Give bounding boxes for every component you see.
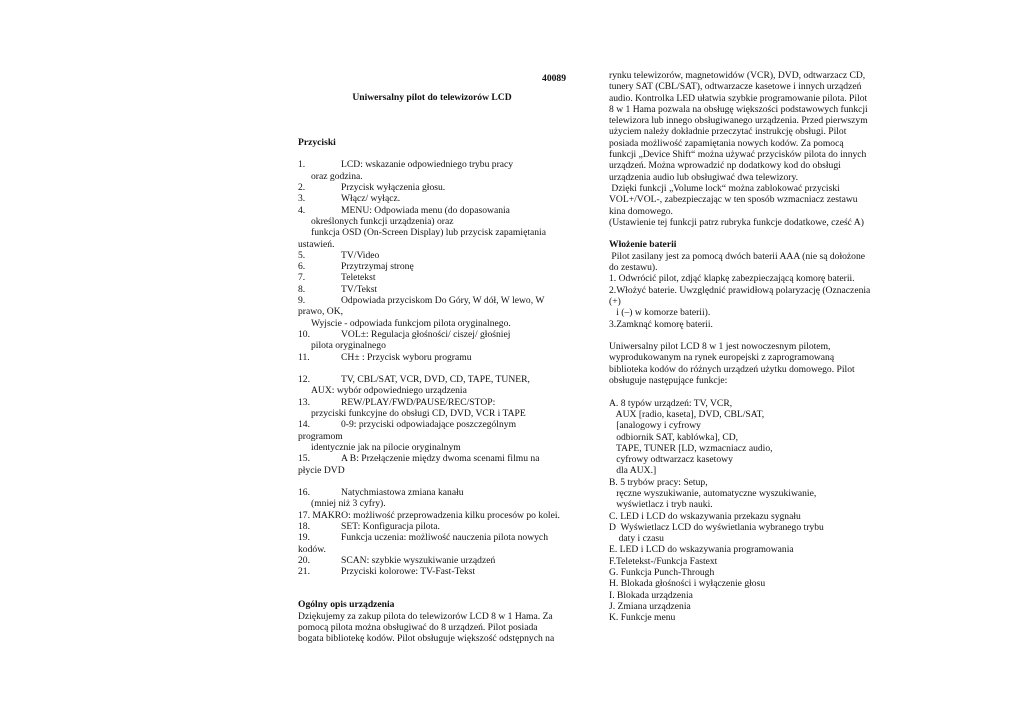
item-continuation: przyciski funkcyjne do obsługi CD, DVD, VCR i TAPE bbox=[311, 408, 526, 420]
text-line: funkcji „Device Shift“ można używać przycisków pilota do innych bbox=[609, 149, 867, 161]
item-number: 1. bbox=[298, 159, 306, 171]
text-line: do zestawu). bbox=[609, 262, 658, 274]
text-line: tunery SAT (CBL/SAT), odtwarzacze kasetowe i innych urządzeń bbox=[609, 81, 862, 93]
button-item bbox=[298, 397, 566, 408]
item-text: CH± : Przycisk wyboru programu bbox=[341, 351, 472, 363]
document-title: Uniwersalny pilot do telewizorów LCD bbox=[352, 92, 512, 104]
function-item: E. LED i LCD do wskazywania programowania bbox=[609, 544, 794, 556]
item-text: MENU: Odpowiada menu (do dopasowania bbox=[341, 204, 510, 216]
item-wrap: kodów. bbox=[298, 543, 326, 555]
text-line: pomocą pilota można obsługiwać do 8 urządzeń. Pilot posiada bbox=[298, 622, 538, 634]
item-text: LCD: wskazanie odpowiedniego trybu pracy bbox=[341, 159, 514, 171]
text-line: i (–) w komorze baterii). bbox=[609, 307, 711, 319]
text-line: urządzeń. Można wprowadzić np dodatkowy kod do obsługi bbox=[609, 160, 841, 172]
button-item bbox=[298, 352, 566, 363]
item-text: VOL±: Regulacja głośności/ ciszej/ głośniej bbox=[341, 328, 511, 340]
function-item: I. Blokada urządzenia bbox=[609, 589, 693, 601]
general-description bbox=[298, 611, 566, 645]
buttons-heading: Przyciski bbox=[298, 136, 336, 148]
item-number: 6. bbox=[298, 261, 306, 273]
universal-paragraph bbox=[609, 341, 881, 386]
button-item bbox=[298, 532, 566, 543]
text-line: Dziękujemy za zakup pilota do telewizorów LCD 8 w 1 Hama. Za bbox=[298, 610, 553, 622]
button-item bbox=[298, 295, 566, 306]
item-text: SET: Konfiguracja pilota. bbox=[341, 520, 440, 532]
item-number: 5. bbox=[298, 249, 306, 261]
button-item bbox=[298, 566, 566, 577]
item-text: A B: Przełączenie między dwoma scenami filmu na bbox=[341, 453, 540, 465]
item-text: 0-9: przyciski odpowiadające poszczególnym bbox=[341, 419, 517, 431]
button-item bbox=[298, 272, 566, 283]
item-continuation: określonych funkcji urządzenia) oraz bbox=[311, 215, 454, 227]
text-line: Uniwersalny pilot LCD 8 w 1 jest nowoczesnym pilotem, bbox=[609, 341, 831, 353]
text-line: (+) bbox=[609, 295, 621, 307]
button-item bbox=[298, 159, 566, 170]
button-item bbox=[298, 374, 566, 385]
item-number: 15. bbox=[298, 453, 310, 465]
text-line: VOL+/VOL-, zabezpieczając w ten sposób wzmacniacz zestawu bbox=[609, 194, 858, 206]
item-number: 12. bbox=[298, 374, 310, 386]
text-line: urządzenia audio lub obsługiwać dwa telewizory. bbox=[609, 171, 799, 183]
battery-instructions bbox=[609, 251, 881, 330]
item-number: 20. bbox=[298, 554, 310, 566]
function-item: TAPE, TUNER [LD, wzmacniacz audio, bbox=[609, 442, 773, 454]
item-text: Włącz/ wyłącz. bbox=[341, 193, 401, 205]
item-text: SCAN: szybkie wyszukiwanie urządzeń bbox=[341, 554, 496, 566]
item-continuation: Wyjscie - odpowiada funkcjom pilota oryginalnego. bbox=[311, 317, 511, 329]
button-item bbox=[298, 329, 566, 340]
item-continuation: oraz godzina. bbox=[311, 170, 363, 182]
function-item: cyfrowy odtwarzacz kasetowy bbox=[609, 454, 733, 466]
item-number: 16. bbox=[298, 487, 310, 499]
function-item: H. Blokada głośności i wyłączenie głosu bbox=[609, 578, 766, 590]
button-item bbox=[298, 555, 566, 566]
document-number: 40089 bbox=[542, 73, 566, 84]
function-item: F.Teletekst-/Funkcja Fastext bbox=[609, 555, 718, 567]
item-wrap: ustawień. bbox=[298, 238, 335, 250]
button-item bbox=[298, 419, 566, 430]
item-number: 18. bbox=[298, 520, 310, 532]
text-line: posiada możliwość zapamiętania nowych kodów. Za pomocą bbox=[609, 137, 844, 149]
item-number: 9. bbox=[298, 295, 306, 307]
item-number: 10. bbox=[298, 328, 310, 340]
item-number: 19. bbox=[298, 532, 310, 544]
function-item: odbiornik SAT, kablówka], CD, bbox=[609, 431, 739, 443]
item-number: 21. bbox=[298, 566, 310, 578]
text-line: 1. Odwrócić pilot, zdjąć klapkę zabezpieczającą komorę baterii. bbox=[609, 273, 855, 285]
text-line: bogata bibliotekę kodów. Pilot obsługuje większość odstępnych na bbox=[298, 633, 555, 645]
item-text: Funkcja uczenia: możliwość nauczenia pilota nowych bbox=[341, 532, 548, 544]
item-text: TV/Tekst bbox=[341, 283, 378, 295]
item-text: Przycisk wyłączenia głosu. bbox=[341, 182, 446, 194]
right-column bbox=[609, 70, 881, 624]
text-line: rynku telewizorów, magnetowidów (VCR), DVD, odtwarzacz CD, bbox=[609, 70, 866, 81]
function-item: [analogowy i cyfrowy bbox=[609, 420, 701, 432]
text-line: (Ustawienie tej funkcji patrz rubryka funkcje dodatkowe, cześć A) bbox=[609, 216, 864, 228]
function-item: D Wyświetlacz LCD do wyświetlania wybranego trybu bbox=[609, 521, 824, 533]
item-text: REW/PLAY/FWD/PAUSE/REC/STOP: bbox=[341, 396, 496, 408]
item-text: Przyciski kolorowe: TV-Fast-Tekst bbox=[341, 566, 476, 578]
button-item bbox=[298, 182, 566, 193]
item-number: 7. bbox=[298, 272, 306, 284]
item-number: 13. bbox=[298, 396, 310, 408]
button-item bbox=[298, 487, 566, 498]
left-column bbox=[298, 70, 566, 645]
text-line: 3.Zamknąć komorę baterii. bbox=[609, 318, 713, 330]
item-continuation: (mniej niż 3 cyfry). bbox=[311, 498, 386, 510]
item-number: 14. bbox=[298, 419, 310, 431]
item-wrap: programom bbox=[298, 430, 343, 442]
item-number: 11. bbox=[298, 351, 310, 363]
function-item: K. Funkcje menu bbox=[609, 612, 676, 624]
item-continuation: funkcja OSD (On-Screen Display) lub przycisk zapamiętania bbox=[311, 227, 546, 239]
buttons-list bbox=[298, 159, 566, 577]
text-line: użyciem należy dokładnie przeczytać instrukcję obsługi. Pilot bbox=[609, 126, 847, 138]
item-text: Natychmiastowa zmiana kanału bbox=[341, 487, 464, 499]
button-item bbox=[298, 261, 566, 272]
function-item: dla AUX.] bbox=[609, 465, 657, 477]
item-text: Teletekst bbox=[341, 272, 376, 284]
button-item bbox=[298, 205, 566, 216]
text-line: telewizora lub innego obsługiwanego urządzenia. Przed pierwszym bbox=[609, 115, 868, 127]
general-heading: Ogólny opis urządzenia bbox=[298, 599, 395, 611]
item-continuation: pilota oryginalnego bbox=[311, 340, 386, 352]
text-line: audio. Kontrolka LED ułatwia szybkie programowanie pilota. Pilot bbox=[609, 92, 868, 104]
button-item bbox=[298, 250, 566, 261]
battery-heading: Włożenie baterii bbox=[609, 239, 677, 251]
functions-list bbox=[609, 398, 881, 624]
item-wrap: prawo, OK, bbox=[298, 306, 344, 318]
text-line: kina domowego. bbox=[609, 205, 673, 217]
item-wrap: płycie DVD bbox=[298, 464, 345, 476]
function-item: C. LED i LCD do wskazywania przekazu sygnału bbox=[609, 510, 801, 522]
function-item: G. Funkcja Punch-Through bbox=[609, 567, 715, 579]
text-line: 2.Włożyć baterie. Uwzględnić prawidłową polaryzację (Oznaczenia bbox=[609, 284, 871, 296]
button-item bbox=[298, 284, 566, 295]
item-text: TV/Video bbox=[341, 249, 380, 261]
text-line: obsługuje następujące funkcje: bbox=[609, 375, 728, 387]
function-item: A. 8 typów urządzeń: TV, VCR, bbox=[609, 397, 733, 409]
item-continuation: AUX: wybór odpowiedniego urządzenia bbox=[311, 385, 467, 397]
function-item: AUX [radio, kaseta], DVD, CBL/SAT, bbox=[609, 408, 765, 420]
item-number: 3. bbox=[298, 193, 306, 205]
button-item bbox=[298, 453, 566, 464]
button-item bbox=[298, 521, 566, 532]
function-item: B. 5 trybów pracy: Setup, bbox=[609, 476, 708, 488]
item-text: 17. MAKRO: możliwość przeprowadzenia kilku procesów po kolei. bbox=[298, 509, 560, 521]
item-text: Przytrzymaj stronę bbox=[341, 261, 414, 273]
function-item: ręczne wyszukiwanie, automatyczne wyszukiwanie, bbox=[609, 487, 817, 499]
item-number: 8. bbox=[298, 283, 306, 295]
item-number: 4. bbox=[298, 204, 306, 216]
item-number: 2. bbox=[298, 182, 306, 194]
intro-paragraph bbox=[609, 70, 881, 228]
item-continuation: identycznie jak na pilocie oryginalnym bbox=[311, 441, 461, 453]
button-item bbox=[298, 510, 566, 521]
function-item: wyświetlacz i tryb nauki. bbox=[609, 499, 713, 511]
text-line: Dzięki funkcji „Volume lock“ można zablokować przyciski bbox=[609, 182, 840, 194]
text-line: biblioteka kodów do różnych urządzeń użytku domowego. Pilot bbox=[609, 363, 855, 375]
function-item: daty i czasu bbox=[609, 533, 664, 545]
text-line: wyprodukowanym na rynek europejski z zaprogramowaną bbox=[609, 352, 835, 364]
item-text: Odpowiada przyciskom Do Góry, W dół, W lewo, W bbox=[341, 295, 545, 307]
button-item bbox=[298, 193, 566, 204]
text-line: 8 w 1 Hama pozwala na obsługę większości podstawowych funkcji bbox=[609, 103, 868, 115]
text-line: Pilot zasilany jest za pomocą dwóch baterii AAA (nie są dołożone bbox=[609, 250, 866, 262]
function-item: J. Zmiana urządzenia bbox=[609, 600, 691, 612]
item-text: TV, CBL/SAT, VCR, DVD, CD, TAPE, TUNER, bbox=[341, 374, 530, 386]
